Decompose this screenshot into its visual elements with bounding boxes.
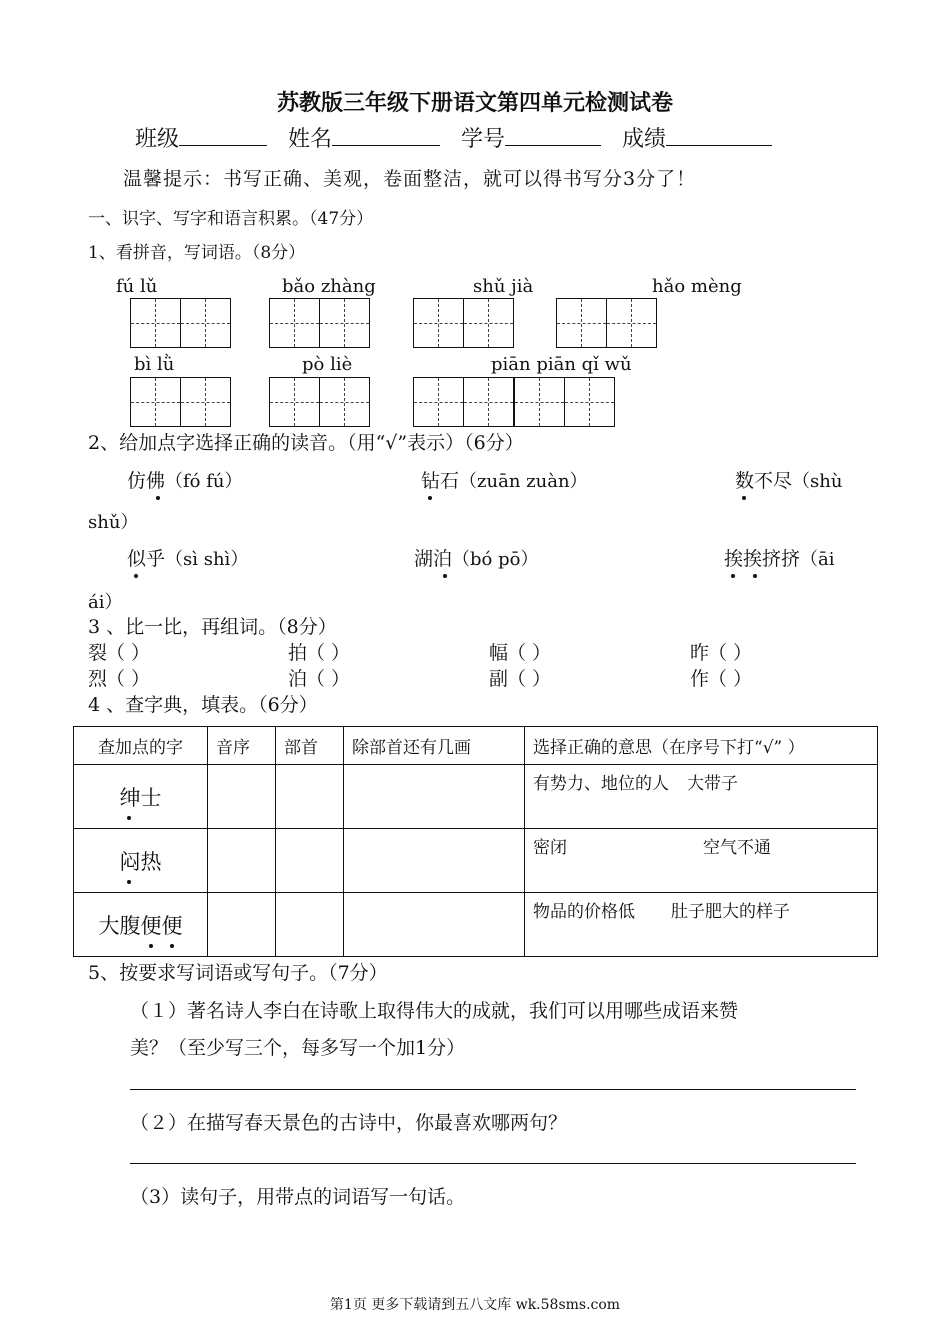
writing-grid-2[interactable] bbox=[269, 298, 370, 348]
writing-grid-7a[interactable] bbox=[413, 377, 514, 427]
answer-cell[interactable] bbox=[344, 893, 525, 957]
table-row bbox=[74, 893, 878, 957]
answer-cell[interactable] bbox=[276, 893, 344, 957]
meaning-option: 密闭 bbox=[533, 838, 567, 858]
emphasis-dot bbox=[170, 944, 174, 948]
number-field[interactable] bbox=[505, 125, 601, 146]
table-header: 部首 bbox=[276, 727, 344, 765]
q2-word-4: 似乎 bbox=[127, 548, 166, 570]
answer-line-2[interactable] bbox=[130, 1163, 856, 1164]
pinyin-2: bǎo zhàng bbox=[282, 276, 376, 297]
answer-cell[interactable] bbox=[276, 765, 344, 829]
table-row bbox=[74, 765, 878, 829]
q2-item-2 bbox=[421, 466, 588, 493]
writing-grid-7b[interactable] bbox=[514, 377, 615, 427]
writing-grid-3[interactable] bbox=[413, 298, 514, 348]
emphasis-dot bbox=[742, 496, 746, 500]
q2-word-6: 挨挨挤挤 bbox=[724, 548, 801, 570]
table-word-cell bbox=[74, 829, 208, 893]
q3-blank[interactable]: （ ） bbox=[106, 642, 151, 664]
page-title: 苏教版三年级下册语文第四单元检测试卷 bbox=[276, 91, 673, 116]
q2-word-2: 钻石 bbox=[421, 470, 460, 492]
page-footer: 第1页 更多下载请到五八文库 wk.58sms.com bbox=[329, 1297, 621, 1313]
q3-char-r2-4: 作 bbox=[690, 668, 710, 690]
writing-grid-1[interactable] bbox=[130, 298, 231, 348]
pinyin-3: shǔ jià bbox=[473, 276, 534, 297]
table-word-cell bbox=[74, 893, 208, 957]
q2-wrap-1: shǔ） bbox=[88, 512, 139, 533]
q2-options-6: （āi bbox=[800, 549, 835, 570]
writing-grid-4[interactable] bbox=[556, 298, 657, 348]
emphasis-dot bbox=[149, 944, 153, 948]
score-field[interactable] bbox=[666, 125, 772, 146]
meaning-cell[interactable] bbox=[525, 829, 878, 893]
q2-item-3 bbox=[735, 466, 842, 493]
q3-blank[interactable]: （ ） bbox=[708, 668, 753, 690]
q3-blank[interactable]: （ ） bbox=[708, 642, 753, 664]
q2-word-5: 湖泊 bbox=[414, 548, 453, 570]
q2-options-1: （fó fú） bbox=[165, 471, 243, 492]
meaning-option: 物品的价格低 bbox=[533, 902, 635, 922]
name-field[interactable] bbox=[332, 125, 440, 146]
answer-cell[interactable] bbox=[344, 765, 525, 829]
pinyin-5: bì lǜ bbox=[134, 354, 175, 375]
emphasis-dot bbox=[156, 496, 160, 500]
table-row bbox=[74, 829, 878, 893]
dictionary-table bbox=[73, 726, 878, 957]
section-1-heading: 一、识字、写字和语言积累。（47分） bbox=[88, 209, 374, 229]
tip-text: 温馨提示：书写正确、美观，卷面整洁，就可以得书写分3分了！ bbox=[123, 168, 697, 190]
table-header-row bbox=[74, 727, 878, 765]
name-label: 姓名 bbox=[288, 127, 333, 152]
q2-options-2: （zuān zuàn） bbox=[459, 471, 588, 492]
answer-cell[interactable] bbox=[208, 829, 276, 893]
meaning-option: 肚子肥大的样子 bbox=[671, 902, 790, 922]
pinyin-1: fú lǔ bbox=[116, 276, 158, 297]
q2-item-6 bbox=[724, 544, 835, 571]
q3-blank[interactable]: （ ） bbox=[507, 668, 552, 690]
q2-heading: 2、给加点字选择正确的读音。（用“√”表示）（6分） bbox=[88, 432, 524, 454]
pinyin-7: piān piān qǐ wǔ bbox=[491, 354, 632, 375]
emphasis-dot bbox=[428, 496, 432, 500]
q3-char-r1-4: 昨 bbox=[690, 642, 710, 664]
table-header: 音序 bbox=[208, 727, 276, 765]
q2-item-5 bbox=[414, 544, 538, 571]
emphasis-dot bbox=[134, 574, 138, 578]
meaning-cell[interactable] bbox=[525, 765, 878, 829]
class-field[interactable] bbox=[179, 125, 267, 146]
meaning-cell[interactable] bbox=[525, 893, 878, 957]
number-label: 学号 bbox=[461, 127, 506, 152]
answer-cell[interactable] bbox=[208, 765, 276, 829]
q3-char-r1-3: 幅 bbox=[489, 642, 509, 664]
q2-word-1: 仿佛 bbox=[127, 470, 166, 492]
answer-cell[interactable] bbox=[344, 829, 525, 893]
pinyin-4: hǎo mèng bbox=[652, 276, 742, 297]
q2-options-4: （sì shì） bbox=[165, 549, 249, 570]
score-label: 成绩 bbox=[622, 127, 667, 152]
q5-sub2: （２）在描写春天景色的古诗中，你最喜欢哪两句？ bbox=[130, 1112, 568, 1134]
q3-blank[interactable]: （ ） bbox=[507, 642, 552, 664]
q3-heading: 3 、比一比，再组词。（8分） bbox=[88, 616, 337, 638]
table-word: 闷热 bbox=[120, 850, 162, 874]
q3-blank[interactable]: （ ） bbox=[306, 668, 351, 690]
q5-heading: 5、按要求写词语或写句子。（7分） bbox=[88, 962, 388, 984]
q2-item-4 bbox=[127, 544, 248, 571]
emphasis-dot bbox=[127, 880, 131, 884]
q3-blank[interactable]: （ ） bbox=[106, 668, 151, 690]
q3-char-r2-2: 泊 bbox=[288, 668, 308, 690]
table-word: 绅士 bbox=[120, 786, 162, 810]
table-header: 选择正确的意思（在序号下打“√” ） bbox=[525, 727, 878, 765]
q4-heading: 4 、查字典，填表。（6分） bbox=[88, 694, 318, 716]
q3-char-r2-1: 烈 bbox=[88, 668, 108, 690]
answer-cell[interactable] bbox=[208, 893, 276, 957]
q5-sub1-line2: 美？（至少写三个，每多写一个加1分） bbox=[130, 1037, 466, 1059]
q2-options-3: （shù bbox=[792, 471, 843, 492]
answer-cell[interactable] bbox=[276, 829, 344, 893]
q2-options-5: （bó pō） bbox=[452, 549, 539, 570]
emphasis-dot bbox=[753, 574, 757, 578]
q3-char-r1-2: 拍 bbox=[288, 642, 308, 664]
meaning-option: 大带子 bbox=[687, 774, 738, 794]
student-info-row bbox=[135, 122, 786, 153]
emphasis-dot bbox=[127, 816, 131, 820]
table-header: 除部首还有几画 bbox=[344, 727, 525, 765]
writing-grid-5[interactable] bbox=[130, 377, 231, 427]
emphasis-dot bbox=[443, 574, 447, 578]
q3-char-r2-3: 副 bbox=[489, 668, 509, 690]
table-header: 查加点的字 bbox=[74, 727, 208, 765]
meaning-option: 有势力、地位的人 bbox=[533, 774, 669, 794]
meaning-option: 空气不通 bbox=[703, 838, 771, 858]
q1-heading: 1、看拼音，写词语。（8分） bbox=[88, 243, 306, 263]
q2-item-1 bbox=[127, 466, 243, 493]
table-word: 大腹便便 bbox=[99, 914, 183, 938]
writing-grid-6[interactable] bbox=[269, 377, 370, 427]
class-label: 班级 bbox=[135, 127, 180, 152]
q2-wrap-2: ái） bbox=[88, 592, 123, 613]
q5-sub1-line1: （１）著名诗人李白在诗歌上取得伟大的成就，我们可以用哪些成语来赞 bbox=[130, 1000, 739, 1022]
q2-word-3: 数不尽 bbox=[735, 470, 793, 492]
pinyin-6: pò liè bbox=[302, 354, 353, 375]
q3-blank[interactable]: （ ） bbox=[306, 642, 351, 664]
answer-line-1[interactable] bbox=[130, 1089, 856, 1090]
table-word-cell bbox=[74, 765, 208, 829]
emphasis-dot bbox=[731, 574, 735, 578]
q5-sub3: （3）读句子，用带点的词语写一句话。 bbox=[130, 1186, 466, 1208]
q3-char-r1-1: 裂 bbox=[88, 642, 108, 664]
